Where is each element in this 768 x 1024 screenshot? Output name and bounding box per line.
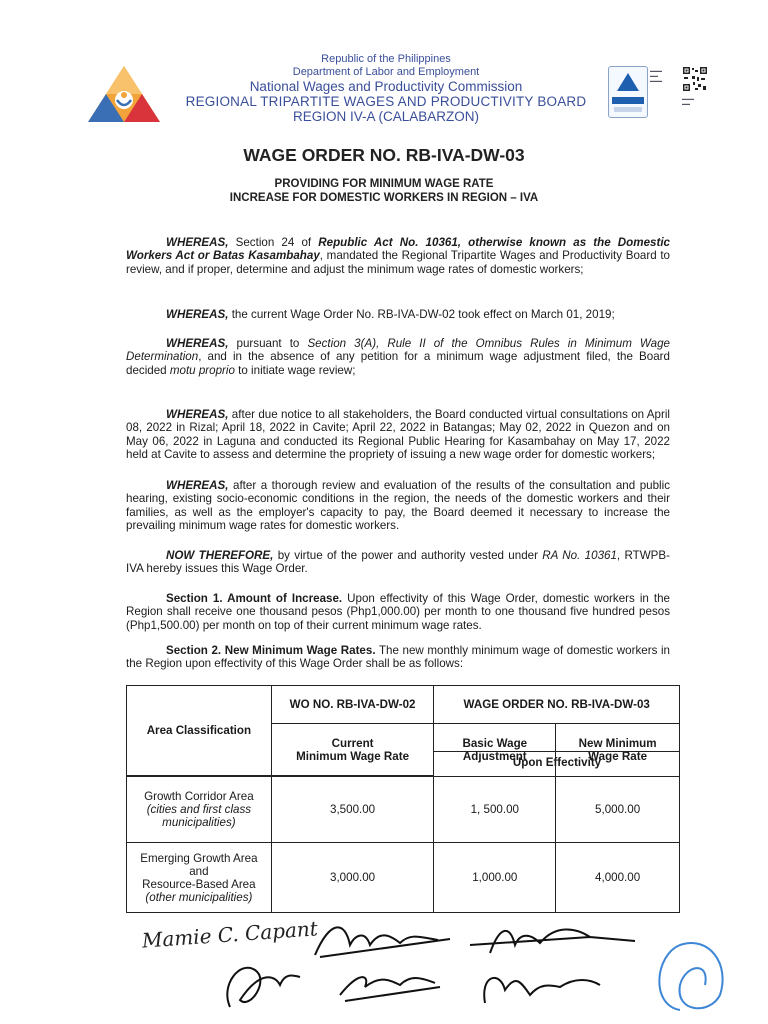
- area-cell: [127, 777, 272, 843]
- signature-1: Mamie C. Capant: [141, 916, 319, 953]
- whereas-lead: WHEREAS,: [166, 308, 229, 321]
- letterhead: [170, 53, 602, 124]
- subtitle-line-1: PROVIDING FOR MINIMUM WAGE RATE: [274, 178, 494, 190]
- now-therefore-paragraph: [126, 549, 670, 576]
- paragraph-text: after a thorough review and evaluation of the results of the consultation and public hearing, existing socio-economic conditions in the region, the needs of the domestic workers and their families, as well as the employer's capacity to pay, the Board deemed it necessary to increase the prevailing minimum wage rates for domestic workers.: [126, 479, 670, 533]
- adjustment-cell: 1,000.00: [434, 843, 556, 913]
- signature-5: [340, 977, 440, 1001]
- signature-7: [659, 943, 722, 1010]
- letterhead-region: REGION IV-A (CALABARZON): [292, 109, 480, 124]
- upon-effectivity-label: Upon Effectivity: [434, 751, 680, 774]
- current-rate-cell: 3,000.00: [271, 843, 434, 913]
- paragraph-text: , and in the absence of any petition for a minimum wage adjustment filed, the Board decided: [126, 350, 670, 377]
- table-row: [127, 777, 680, 843]
- rule-reference: Section 3(A), Rule II of the Omnibus Rules in Minimum Wage Determination: [126, 337, 670, 364]
- paragraph-text: after due notice to all stakeholders, the Board conducted virtual consultations on April 08, 2022 in Rizal; April 18, 2022 in Cavite; April 22, 2022 in Batangas; May 02, 2022 in Quezon and on May 06, 2022 in Laguna and conducted its Regional Public Hearing for Kasambahay on May 17, 2022 held at Cavite to assess and determine the propriety of issuing a new wage order for domestic workers;: [126, 408, 670, 462]
- tuv-certification-icon: [608, 66, 648, 118]
- table-row: [127, 843, 680, 913]
- header-line: Wage Rate: [588, 749, 648, 763]
- letterhead-commission: National Wages and Productivity Commission: [249, 79, 523, 94]
- section-1-paragraph: [126, 592, 670, 632]
- header-area-classification: Area Classification: [127, 686, 272, 776]
- adjustment-cell: 1, 500.00: [434, 777, 556, 843]
- header-line: Minimum Wage Rate: [296, 749, 410, 763]
- header-current-minimum-wage-rate: [271, 724, 434, 776]
- area-name: Resource-Based Area: [142, 877, 256, 891]
- paragraph-text: Section 24 of: [228, 236, 319, 249]
- signature-3: [470, 929, 635, 953]
- section-2-paragraph: [126, 644, 670, 671]
- board-signatures: [120, 915, 740, 1020]
- document-title: WAGE ORDER NO. RB-IVA-DW-03: [243, 145, 525, 165]
- certification-fine-print: ▬▬▬ ▬▬ ▬▬▬: [650, 68, 662, 83]
- letterhead-republic: Republic of the Philippines: [321, 53, 451, 65]
- new-rate-cell: 5,000.00: [556, 777, 680, 843]
- paragraph-text: , mandated the Regional Tripartite Wages and Productivity Board to review, and if proper, determine and adjust the minimum wage rates of domestic workers;: [126, 249, 670, 276]
- law-reference: Republic Act No. 10361, otherwise known as the Domestic Workers Act or Batas Kasambahay: [126, 236, 670, 263]
- area-cell: [127, 843, 272, 913]
- area-note: municipalities): [162, 816, 236, 829]
- law-reference: RA No. 10361: [542, 549, 617, 562]
- header-line: Current: [331, 736, 374, 750]
- qr-fine-print: ▬▬▬ ▬▬: [682, 96, 694, 106]
- whereas-paragraph-4: [126, 408, 670, 462]
- area-name: Emerging Growth Area: [140, 851, 258, 865]
- subtitle-line-2: INCREASE FOR DOMESTIC WORKERS IN REGION – IVA: [229, 192, 539, 204]
- latin-term: motu proprio: [169, 363, 235, 377]
- paragraph-text: Upon effectivity of this Wage Order, domestic workers in the Region shall receive one thousand pesos (Php1,000.00) per month to one thousand five hundred pesos (Php1,500.00) per month on top of their current minimum wage rates.: [126, 592, 670, 632]
- paragraph-text: , RTWPB- IVA hereby issues this Wage Order.: [126, 549, 670, 576]
- area-note: (cities and first class: [146, 803, 252, 816]
- minimum-wage-table: [126, 685, 680, 913]
- area-note: (other municipalities): [145, 890, 253, 904]
- paragraph-text: The new monthly minimum wage of domestic workers in the Region upon effectivity of this Wage Order shall be as follows:: [126, 644, 670, 671]
- paragraph-text: by virtue of the power and authority vested under: [273, 549, 543, 562]
- whereas-paragraph-2: [126, 308, 670, 321]
- section-1-heading: Section 1. Amount of Increase.: [166, 592, 343, 605]
- whereas-paragraph-3: [126, 337, 670, 377]
- area-name: and: [189, 864, 209, 878]
- whereas-lead: WHEREAS,: [166, 479, 229, 492]
- paragraph-text: the current Wage Order No. RB-IVA-DW-02 took effect on March 01, 2019;: [228, 308, 615, 321]
- qr-code-icon: [682, 66, 708, 92]
- letterhead-board: REGIONAL TRIPARTITE WAGES AND PRODUCTIVITY BOARD: [185, 94, 587, 109]
- header-wo-02: WO NO. RB-IVA-DW-02: [271, 686, 434, 724]
- signature-2: [315, 927, 450, 957]
- paragraph-text: pursuant to: [228, 337, 308, 350]
- current-rate-cell: 3,500.00: [271, 777, 434, 843]
- section-2-heading: Section 2. New Minimum Wage Rates.: [166, 644, 376, 657]
- rtwpb-logo-icon: [86, 64, 162, 124]
- letterhead-department: Department of Labor and Employment: [292, 66, 480, 78]
- signature-6: [484, 978, 600, 1003]
- now-therefore-lead: NOW THEREFORE,: [166, 549, 274, 562]
- iso-certification-badge: [608, 66, 708, 118]
- whereas-paragraph-1: [126, 236, 670, 276]
- header-wo-03: WAGE ORDER NO. RB-IVA-DW-03: [434, 686, 680, 724]
- new-rate-cell: 4,000.00: [556, 843, 680, 913]
- whereas-lead: WHEREAS,: [166, 236, 229, 249]
- whereas-lead: WHEREAS,: [166, 337, 229, 350]
- paragraph-text: to initiate wage review;: [234, 363, 356, 377]
- document-subtitle: [0, 177, 768, 205]
- header-line: Basic Wage: [462, 736, 528, 750]
- whereas-paragraph-5: [126, 479, 670, 533]
- header-line: Adjustment: [462, 749, 527, 763]
- header-line: New Minimum: [578, 736, 657, 750]
- area-name: Growth Corridor Area: [144, 790, 254, 803]
- signature-4: [227, 968, 300, 1007]
- whereas-lead: WHEREAS,: [166, 408, 229, 421]
